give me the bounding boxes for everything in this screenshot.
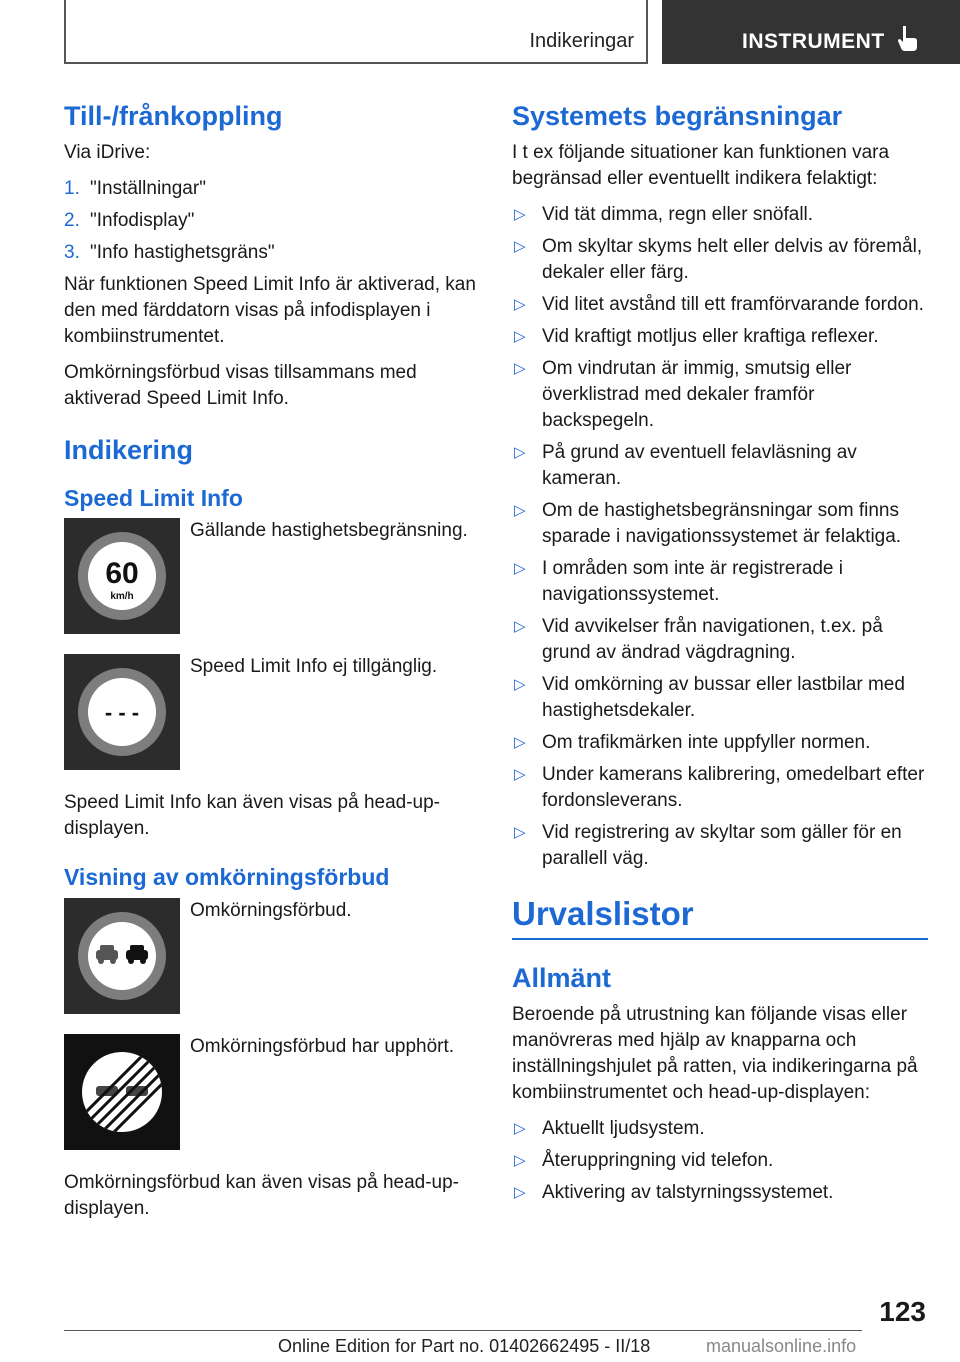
list-text: Aktuellt ljudsystem. <box>542 1118 705 1140</box>
triangle-bullet-icon: ▷ <box>514 734 526 752</box>
sign-row <box>64 898 478 1014</box>
list-text: Aktivering av talstyrningssystemet. <box>542 1182 834 1204</box>
step-item <box>64 240 478 266</box>
list-text: I områden som inte är registrerade i navigationssystemet. <box>542 558 843 606</box>
triangle-bullet-icon: ▷ <box>514 502 526 520</box>
list-item <box>512 672 928 724</box>
selection-list <box>512 1116 928 1206</box>
paragraph: När funktionen Speed Limit Info är aktiverad, kan den med färddatorn visas på infodisplayen i kombiinstrumentet. <box>64 274 476 348</box>
list-text: På grund av eventuell felavläsning av kameran. <box>542 442 857 490</box>
list-text: Återuppringning vid telefon. <box>542 1150 774 1172</box>
triangle-bullet-icon: ▷ <box>514 824 526 842</box>
list-item <box>512 292 928 318</box>
list-item <box>512 440 928 492</box>
step-text: "Infodisplay" <box>90 210 195 232</box>
chapter-title: INSTRUMENT <box>742 30 885 53</box>
triangle-bullet-icon: ▷ <box>514 1184 526 1202</box>
list-item <box>512 202 928 228</box>
list-text: Om de hastighetsbegränsningar som finns sparade i navigationssystemet är felaktiga. <box>542 500 902 548</box>
step-item <box>64 208 478 234</box>
sign-caption: Omkörningsförbud. <box>190 899 352 921</box>
triangle-bullet-icon: ▷ <box>514 206 526 224</box>
section-title: Indikeringar <box>529 30 634 52</box>
sign-row <box>64 1034 478 1150</box>
paragraph: Beroende på utrustning kan följande visas eller manövreras med hjälp av knapparna och inställningshjulet på ratten, via indikeringarna på kombiinstrumentet och head-up-displayen: <box>512 1004 918 1104</box>
list-item <box>512 556 928 608</box>
edition-text: Online Edition for Part no. 01402662495 - II/18 <box>278 1336 651 1356</box>
list-item <box>512 1148 928 1174</box>
heading-urvalslistor: Urvalslistor <box>512 895 694 933</box>
step-number: 3. <box>64 242 80 264</box>
heading-omkorning: Visning av omkörningsförbud <box>64 864 390 891</box>
triangle-bullet-icon: ▷ <box>514 296 526 314</box>
triangle-bullet-icon: ▷ <box>514 1120 526 1138</box>
paragraph: Omkörningsförbud visas tillsammans med aktiverad Speed Limit Info. <box>64 362 417 410</box>
sign-row <box>64 518 478 634</box>
footer-divider <box>64 1330 862 1331</box>
heading-toggle: Till-/frånkoppling <box>64 101 283 131</box>
triangle-bullet-icon: ▷ <box>514 238 526 256</box>
triangle-bullet-icon: ▷ <box>514 328 526 346</box>
triangle-bullet-icon: ▷ <box>514 560 526 578</box>
speed-unit: km/h <box>110 591 134 603</box>
heading-allmant: Allmänt <box>512 962 612 993</box>
list-item <box>512 730 928 756</box>
list-text: Vid registrering av skyltar som gäller för en parallell väg. <box>542 822 902 870</box>
triangle-bullet-icon: ▷ <box>514 766 526 784</box>
list-text: Om skyltar skyms helt eller delvis av föremål, dekaler eller färg. <box>542 236 923 284</box>
list-text: Vid litet avstånd till ett framförvarande fordon. <box>542 294 924 316</box>
page-number: 123 <box>879 1296 926 1327</box>
step-number: 2. <box>64 210 80 232</box>
list-item <box>512 1180 928 1206</box>
step-text: "Inställningar" <box>90 178 206 200</box>
no-overtaking-sign <box>64 898 180 1014</box>
paragraph: Omkörningsförbud kan även visas på head-up-displayen. <box>64 1171 460 1219</box>
watermark: manualsonline.info <box>706 1336 857 1356</box>
list-text: Vid kraftigt motljus eller kraftiga reflexer. <box>542 326 879 348</box>
list-item <box>512 1116 928 1142</box>
unavailable-dashes: - - - <box>104 700 140 726</box>
left-column <box>64 100 478 1232</box>
sign-caption: Omkörningsförbud har upphört. <box>190 1035 455 1057</box>
heading-indikering: Indikering <box>64 435 194 466</box>
triangle-bullet-icon: ▷ <box>514 676 526 694</box>
list-text: Under kamerans kalibrering, omedelbart efter fordonsleverans. <box>542 764 925 812</box>
list-text: Vid avvikelser från navigationen, t.ex. på grund av ändrad vägdragning. <box>542 616 883 664</box>
steps-list <box>64 176 478 266</box>
sign-caption: Speed Limit Info ej tillgänglig. <box>190 656 438 678</box>
triangle-bullet-icon: ▷ <box>514 360 526 378</box>
heading-speed-limit-info: Speed Limit Info <box>64 484 243 511</box>
step-item <box>64 176 478 202</box>
list-item <box>512 762 928 814</box>
heading-limitations: Systemets begränsningar <box>512 101 843 131</box>
chapter-heading-rule <box>512 894 928 940</box>
triangle-bullet-icon: ▷ <box>514 618 526 636</box>
speed-limit-60-sign <box>64 518 180 634</box>
list-text: Vid omkörning av bussar eller lastbilar med hastighetsdekaler. <box>542 674 905 722</box>
step-number: 1. <box>64 178 80 200</box>
chapter-tab <box>662 0 960 64</box>
list-item <box>512 324 928 350</box>
step-text: "Info hastighetsgräns" <box>90 242 275 264</box>
list-text: Om trafikmärken inte uppfyller normen. <box>542 732 871 754</box>
list-item <box>512 356 928 434</box>
pointing-hand-icon <box>894 26 920 57</box>
limitations-list <box>512 202 928 872</box>
list-item <box>512 234 928 286</box>
speed-number: 60 <box>105 557 139 591</box>
triangle-bullet-icon: ▷ <box>514 444 526 462</box>
right-column <box>512 100 928 1212</box>
sign-caption: Gällande hastighetsbegränsning. <box>190 520 468 542</box>
end-no-overtaking-sign <box>64 1034 180 1150</box>
list-item <box>512 614 928 666</box>
paragraph: Speed Limit Info kan även visas på head-up-displayen. <box>64 792 441 840</box>
via-text: Via iDrive: <box>64 142 151 164</box>
list-item <box>512 820 928 872</box>
triangle-bullet-icon: ▷ <box>514 1152 526 1170</box>
list-item <box>512 498 928 550</box>
list-text: Om vindrutan är immig, smutsig eller överklistrad med dekaler framför backspegeln. <box>542 358 852 432</box>
paragraph: I t ex följande situationer kan funktionen vara begränsad eller eventuellt indikera felaktigt: <box>512 142 890 190</box>
speed-limit-unavailable-sign <box>64 654 180 770</box>
sign-row <box>64 654 478 770</box>
list-text: Vid tät dimma, regn eller snöfall. <box>542 204 814 226</box>
